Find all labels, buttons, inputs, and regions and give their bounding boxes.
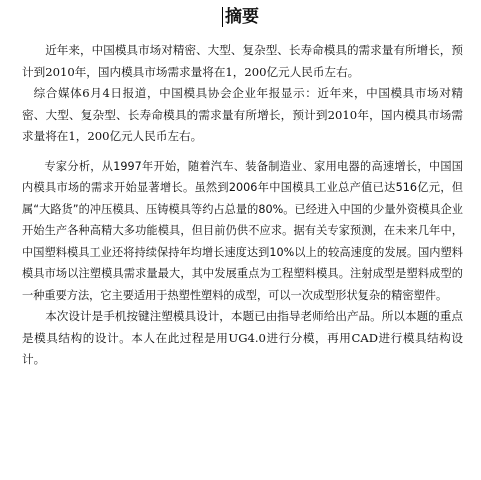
paragraph-4: 本次设计是手机按键注塑模具设计，本题已由指导老师给出产品。所以本题的重点是模具结构的设计。本人在此过程是用UG4.0进行分模，再用CAD进行模具结构设计。 xyxy=(22,309,463,366)
document-title-text: 摘要 xyxy=(225,7,259,27)
paragraph-1: 近年来，中国模具市场对精密、大型、复杂型、长寿命模具的需求量有所增长，预计到2010年，国内模具市场需求量将在1，200亿元人民币左右。 xyxy=(22,43,463,79)
paragraph-3: 专家分析，从1997年开始，随着汽车、装备制造业、家用电器的高速增长，中国国内模具市场的需求开始显著增长。虽然到2006年中国模具工业总产值已达516亿元，但属“大路货”的冲压模具、压铸模具等约占总量的80%。已经进入中国的少量外资模具企业开始生产各种高精大多功能模具，但目前仍供不应求。据有关专家预测，在未来几年中，中国塑料模具工业还将持续保持年均增长速度达到10%以上的较高速度的发展。国内塑料模具市场以注塑模具需求量最大，其中发展重点为工程塑料模具。注射成型是塑料成型的一种重要方法，它主要适用于热塑性塑料的成型，可以一次成型形状复杂的精密塑件。 xyxy=(22,159,463,302)
text-cursor xyxy=(222,7,223,27)
paragraph-2: 综合媒体6月4日报道，中国模具协会企业年报显示：近年来，中国模具市场对精密、大型、复杂型、长寿命模具的需求量有所增长，预计到2010年，国内模具市场需求量将在1，200亿元人民币左右。 xyxy=(22,86,463,143)
document-body xyxy=(22,40,463,371)
document-title xyxy=(222,6,259,28)
title-area xyxy=(0,6,481,28)
